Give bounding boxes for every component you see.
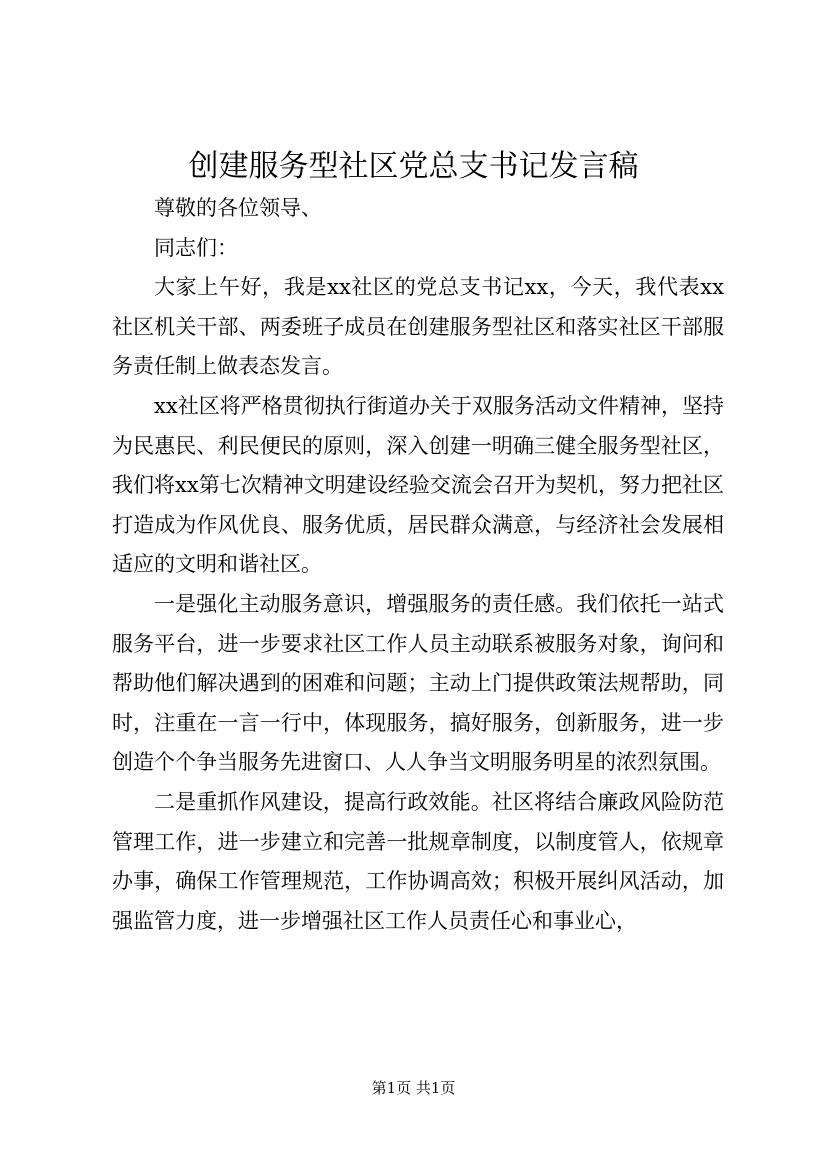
body-paragraph: 二是重抓作风建设，提高行政效能。社区将结合廉政风险防范管理工作，进一步建立和完善一批规章制度，以制度管人，依规章办事，确保工作管理规范，工作协调高效；积极开展纠风活动，加强监管力度，进一步增强社区工作人员责任心和事业心， <box>112 789 724 933</box>
salutation-line: 尊敬的各位领导、 <box>154 196 322 220</box>
body-paragraph: 大家上午好，我是xx社区的党总支书记xx，今天，我代表xx社区机关干部、两委班子成员在创建服务型社区和落实社区干部服务责任制上做表态发言。 <box>112 275 724 379</box>
body-paragraph: xx社区将严格贯彻执行街道办关于双服务活动文件精神，坚持为民惠民、利民便民的原则，深入创建一明确三健全服务型社区，我们将xx第七次精神文明建设经验交流会召开为契机，努力把社区打造成为作风优良、服务优质，居民群众满意，与经济社会发展相适应的文明和谐社区。 <box>112 393 724 577</box>
page-footer: 第1页 共1页 <box>371 1079 456 1097</box>
body-paragraph: 一是强化主动服务意识，增强服务的责任感。我们依托一站式服务平台，进一步要求社区工作人员主动联系被服务对象，询问和帮助他们解决遇到的困难和问题；主动上门提供政策法规帮助，同时，注重在一言一行中，体现服务，搞好服务，创新服务，进一步创造个个争当服务先进窗口、人人争当文明服务明星的浓烈氛围。 <box>112 591 724 775</box>
document-title: 创建服务型社区党总支书记发言稿 <box>188 149 639 184</box>
salutation-line: 同志们： <box>154 235 238 260</box>
document-body <box>112 189 724 941</box>
